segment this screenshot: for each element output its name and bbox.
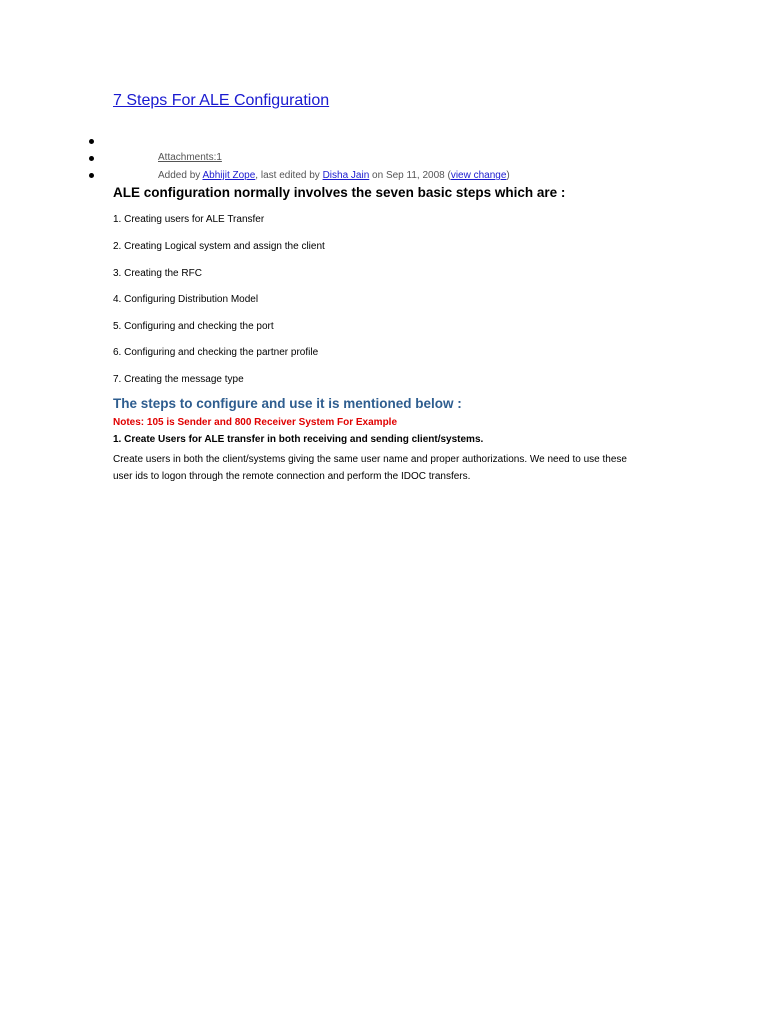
step-item: 3. Creating the RFC	[113, 268, 202, 279]
page-title-link[interactable]: 7 Steps For ALE Configuration	[113, 92, 330, 109]
step-item: 2. Creating Logical system and assign the client	[113, 241, 325, 252]
author-link[interactable]: Abhijit Zope	[202, 170, 256, 181]
editor-link[interactable]: Disha Jain	[322, 170, 370, 181]
attachments-link[interactable]: Attachments:1	[158, 152, 222, 163]
step-item: 6. Configuring and checking the partner profile	[113, 347, 319, 358]
list-bullet	[89, 156, 94, 161]
edit-date-text: on Sep 11, 2008 (	[369, 170, 451, 181]
closing-paren: )	[506, 170, 510, 181]
page-metadata	[158, 170, 510, 181]
step-item: 5. Configuring and checking the port	[113, 321, 274, 332]
section-1-heading: 1. Create Users for ALE transfer in both receiving and sending client/systems.	[113, 434, 484, 445]
step-item: 1. Creating users for ALE Transfer	[113, 214, 265, 225]
list-bullet	[89, 139, 94, 144]
view-change-link[interactable]: view change	[450, 170, 507, 181]
edited-by-label: , last edited by	[255, 170, 323, 181]
steps-subheading: The steps to configure and use it is mentioned below :	[113, 396, 462, 411]
step-item: 7. Creating the message type	[113, 374, 244, 385]
section-1-body: Create users in both the client/systems giving the same user name and proper authorizations. We need to use these user ids to logon through the remote connection and perform the IDOC transfers.	[113, 454, 627, 482]
added-by-label: Added by	[158, 170, 203, 181]
step-item: 4. Configuring Distribution Model	[113, 294, 259, 305]
list-bullet	[89, 173, 94, 178]
notes-text: Notes: 105 is Sender and 800 Receiver System For Example	[113, 417, 398, 428]
intro-heading: ALE configuration normally involves the seven basic steps which are :	[113, 185, 566, 200]
